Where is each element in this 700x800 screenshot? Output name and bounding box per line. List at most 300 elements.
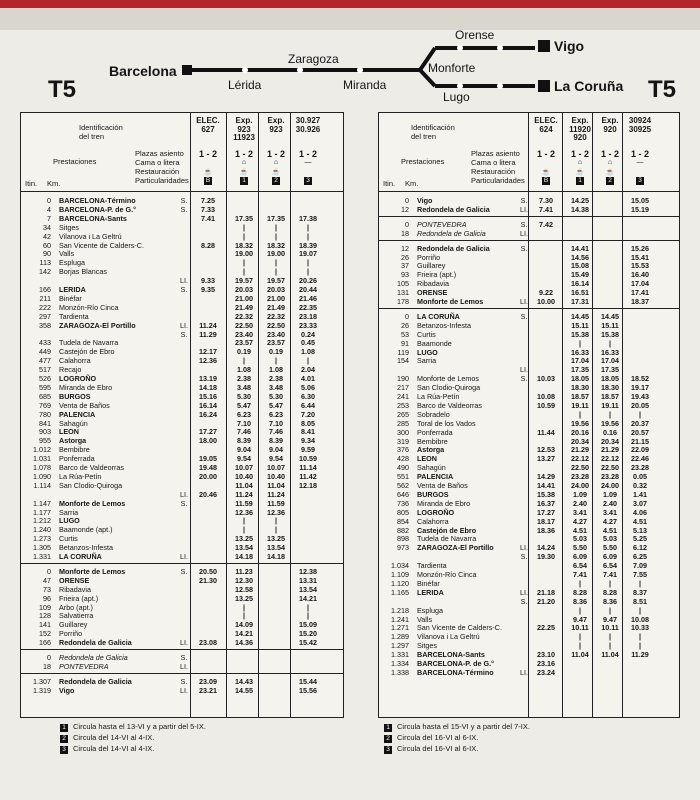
arrival-departure-flag: S.	[180, 196, 188, 205]
km-value: 113	[39, 258, 51, 268]
time-cell: 3.48	[237, 382, 251, 392]
station-name: BARCELONA-Sants	[59, 213, 127, 223]
km-value: 119	[397, 347, 409, 357]
station-name: LEON	[59, 427, 79, 437]
time-cell: 22.12	[601, 454, 619, 464]
time-cell: |	[306, 356, 309, 366]
arrival-departure-flag: LI.	[520, 667, 528, 677]
time-cell: |	[242, 525, 245, 535]
arrival-departure-flag: LI.	[180, 489, 188, 499]
time-cell: 9.33	[201, 276, 215, 286]
time-cell: 10.03	[537, 374, 555, 384]
km-value: 449	[39, 347, 51, 357]
time-cell: 7.41	[201, 213, 215, 223]
station-name: Sitges	[59, 222, 79, 232]
time-cell: |	[274, 231, 277, 241]
seat-classes: 1 - 2	[536, 149, 555, 159]
time-cell: 0.19	[269, 347, 283, 357]
time-cell: 23.24	[537, 667, 555, 677]
time-cell: 19.11	[571, 400, 589, 410]
time-cell: 11.29	[199, 329, 217, 339]
time-cell: |	[306, 602, 309, 612]
arrival-departure-flag: S.	[180, 285, 188, 294]
km-value: 526	[39, 374, 51, 383]
time-cell: 10.59	[299, 454, 317, 464]
time-cell: 12.30	[235, 575, 253, 585]
time-cell: 20.05	[631, 400, 649, 410]
time-cell: 22.32	[235, 311, 253, 321]
sleeper-icon: ⌂	[273, 159, 279, 166]
time-cell: 23.21	[199, 685, 217, 695]
station-name: PALENCIA	[59, 409, 96, 419]
header-identificacion: Identificación	[411, 123, 455, 132]
arrival-departure-flag: LI.	[180, 685, 188, 695]
seat-classes: 1 - 2	[266, 149, 285, 159]
station-name: Tudela de Navarra	[417, 534, 477, 544]
time-cell: |	[608, 641, 611, 651]
time-cell: |	[274, 356, 277, 366]
time-cell: 15.38	[537, 489, 555, 499]
station-name: Borjas Blancas	[59, 267, 107, 277]
time-cell: 14.56	[571, 252, 589, 262]
footnote: 3 Circula del 16-VI al 6-IX.	[384, 744, 478, 754]
km-value: 841	[39, 418, 51, 428]
station-name: Bembibre	[417, 436, 448, 446]
time-cell: 12.17	[199, 347, 217, 357]
km-value: 595	[39, 382, 51, 392]
station-name: Sahagún	[59, 418, 88, 428]
station-name: Monforte de Lemos	[59, 566, 126, 576]
time-cell: 19.57	[235, 276, 253, 286]
station-name: Salvatierra	[59, 611, 94, 621]
time-cell: 11.04	[571, 650, 589, 660]
time-cell: 13.54	[299, 584, 317, 594]
station-name: Frieira (apt.)	[417, 270, 457, 280]
time-cell: 20.26	[299, 276, 317, 286]
station-name: PONTEVEDRA	[59, 661, 109, 671]
time-cell: 12.18	[299, 480, 317, 490]
time-cell: |	[242, 222, 245, 232]
station-name: BARCELONA-P. de G.°	[417, 659, 495, 668]
km-value: 973	[397, 543, 409, 553]
time-cell: 11.14	[299, 463, 317, 472]
time-cell: 16.33	[601, 347, 619, 357]
km-value: 241	[397, 392, 409, 401]
km-value: 26	[401, 252, 409, 262]
station-name: Toral de los Vados	[417, 418, 476, 428]
station-name: Arbo (apt.)	[59, 602, 93, 612]
station-name: PONTEVEDRA	[417, 219, 467, 229]
time-cell: |	[274, 267, 277, 277]
time-cell: 14.43	[235, 676, 253, 686]
particularity-badge: 1	[578, 177, 582, 184]
km-value: 805	[397, 507, 409, 517]
time-cell: 23.08	[199, 638, 217, 648]
station-name: Recajo	[59, 365, 82, 375]
time-cell: 23.33	[299, 320, 317, 330]
time-cell: 18.05	[571, 374, 589, 384]
station-name: Monforte de Lemos	[417, 374, 479, 384]
time-cell: 15.38	[601, 329, 619, 339]
time-cell: 20.46	[199, 489, 217, 499]
time-cell: 0.05	[633, 472, 647, 482]
time-cell: 23.16	[537, 659, 555, 668]
time-cell: 10.40	[267, 471, 285, 481]
km-value: 477	[39, 356, 51, 366]
header-plazas: Plazas asiento	[471, 149, 520, 158]
station-name: Barco de Valdeorras	[417, 400, 482, 410]
train-id: 30924 30925	[628, 116, 652, 134]
station-lerida: Lérida	[228, 78, 262, 92]
km-value: 1.331	[391, 650, 409, 660]
km-value: 1.034	[391, 561, 409, 571]
time-cell: 5.06	[301, 382, 315, 392]
station-name: Curtis	[59, 534, 78, 544]
seat-classes: 1 - 2	[234, 149, 253, 159]
time-cell: 12.36	[235, 507, 253, 517]
particularity-badge: 3	[306, 177, 310, 184]
time-cell: 20.03	[267, 285, 285, 294]
time-cell: 10.08	[537, 392, 555, 401]
group-separator	[379, 308, 679, 309]
time-cell: 4.51	[633, 516, 647, 526]
arrival-departure-flag: S.	[180, 329, 188, 339]
time-cell: |	[578, 409, 581, 419]
particularity-badge: B	[205, 177, 211, 184]
km-value: 37	[401, 261, 409, 271]
station-orense: Orense	[455, 28, 495, 42]
group-separator	[21, 673, 343, 674]
km-value: 96	[43, 593, 51, 603]
station-name: Frieira (apt.)	[59, 593, 99, 603]
time-cell: 18.30	[571, 383, 589, 393]
seat-classes: 1 - 2	[600, 149, 619, 159]
km-value: 154	[397, 356, 409, 366]
timetable-right	[378, 112, 680, 718]
header-del-tren: del tren	[79, 132, 105, 141]
station-name: San Vicente de Calders-C.	[59, 240, 144, 250]
time-cell: 7.33	[201, 204, 215, 214]
train-id: 30.927 30.926	[295, 116, 321, 134]
train-id: ELEC. 627	[196, 116, 220, 134]
time-cell: 18.57	[571, 392, 589, 401]
km-value: 1.319	[33, 685, 51, 695]
km-value: 780	[39, 409, 51, 419]
time-cell: 20.34	[571, 436, 589, 446]
time-cell: 14.24	[537, 543, 555, 553]
time-cell: 9.47	[603, 614, 617, 624]
time-cell: 6.44	[301, 400, 315, 410]
station-name: BARCELONA-Término	[59, 196, 136, 205]
time-cell: 6.12	[633, 543, 647, 553]
km-value: 646	[397, 489, 409, 499]
km-value: 1.241	[391, 614, 409, 624]
time-cell: 14.41	[537, 481, 555, 490]
time-cell: 3.07	[633, 498, 647, 508]
header-km: Km.	[47, 179, 61, 188]
time-cell: 13.54	[267, 543, 285, 553]
km-value: 131	[397, 288, 409, 298]
time-cell: 18.37	[631, 297, 649, 306]
time-cell: 7.46	[237, 427, 251, 437]
km-value: 685	[39, 391, 51, 401]
station-name: LOGROÑO	[59, 374, 97, 383]
time-cell: 18.57	[601, 392, 619, 401]
time-cell: 14.18	[267, 552, 285, 561]
time-cell: 0.24	[301, 329, 315, 339]
restaurant-icon: ☕	[203, 169, 213, 176]
time-cell: 7.09	[633, 561, 647, 571]
header-prestaciones: Prestaciones	[401, 157, 445, 166]
route-line	[0, 18, 700, 113]
timetable-row	[379, 298, 679, 307]
timetable-row	[379, 206, 679, 215]
arrival-departure-flag: S.	[520, 552, 528, 562]
station-name: Redondela de Galicia	[59, 638, 132, 648]
time-cell: 20.37	[631, 418, 649, 428]
arrival-departure-flag: S.	[180, 566, 188, 576]
station-name: Binéfar	[417, 578, 440, 588]
time-cell: 15.26	[631, 243, 649, 253]
time-cell: 10.33	[631, 623, 649, 633]
time-cell: 7.20	[301, 409, 315, 419]
station-name: San Vicente de Calders-C.	[417, 623, 502, 633]
time-cell: 21.29	[571, 445, 589, 455]
time-cell: 12.53	[537, 445, 555, 455]
arrival-departure-flag: S.	[520, 243, 528, 253]
station-name: BURGOS	[59, 391, 91, 401]
station-name: Espluga	[417, 605, 443, 615]
timetable-row	[21, 687, 343, 696]
time-cell: |	[578, 641, 581, 651]
time-cell: 18.05	[601, 374, 619, 384]
footnote: 2 Circula del 14-VI al 4-IX.	[60, 733, 154, 743]
time-cell: 2.40	[603, 498, 617, 508]
time-cell: 6.54	[573, 561, 587, 571]
time-cell: |	[608, 632, 611, 642]
station-name: Valls	[59, 249, 75, 259]
time-cell: 16.14	[571, 279, 589, 289]
km-value: 1.338	[391, 667, 409, 677]
km-value: 0	[405, 219, 409, 229]
restaurant-icon: ☕	[575, 169, 585, 176]
time-cell: 15.56	[299, 685, 317, 695]
time-cell: 15.42	[299, 638, 317, 648]
time-cell: 22.46	[631, 454, 649, 464]
time-cell: |	[578, 338, 581, 348]
time-cell: 22.50	[267, 320, 285, 330]
time-cell: |	[274, 222, 277, 232]
km-value: 1.109	[391, 570, 409, 579]
station-name: Baamonde (apt.)	[59, 525, 113, 535]
station-name: LEON	[417, 454, 437, 464]
time-cell: |	[242, 602, 245, 612]
km-value: 769	[39, 400, 51, 410]
time-cell: 6.23	[269, 409, 283, 419]
time-cell: 9.22	[539, 288, 553, 298]
station-name: LA CORUÑA	[417, 311, 460, 321]
station-name: Vilanova i La Geltrú	[417, 632, 480, 642]
time-cell: 21.20	[537, 596, 555, 606]
arrival-departure-flag: LI.	[520, 297, 528, 306]
km-value: 285	[397, 418, 409, 428]
km-value: 1.090	[33, 471, 51, 481]
time-cell: |	[608, 605, 611, 615]
km-value: 42	[43, 231, 51, 241]
station-name: Redondela de Galicia	[417, 243, 490, 253]
km-value: 93	[401, 270, 409, 280]
particularity-badge: 1	[242, 177, 246, 184]
time-cell: 22.12	[571, 454, 589, 464]
arrival-departure-flag: LI.	[180, 276, 188, 286]
time-cell: 17.35	[235, 213, 253, 223]
time-cell: 15.08	[571, 261, 589, 271]
time-cell: 1.08	[301, 347, 315, 357]
arrival-departure-flag: LI.	[520, 228, 528, 238]
station-name: Miranda de Ebro	[417, 498, 471, 508]
time-cell: 20.44	[299, 285, 317, 294]
header-identificacion: Identificación	[79, 123, 123, 132]
time-cell: 14.29	[537, 472, 555, 482]
station-zaragoza: Zaragoza	[288, 52, 339, 66]
arrival-departure-flag: S.	[520, 196, 528, 205]
time-cell: 19.17	[631, 383, 649, 393]
time-cell: |	[306, 258, 309, 268]
time-cell: 5.03	[573, 534, 587, 544]
time-cell: 18.32	[235, 240, 253, 250]
time-cell: 6.25	[633, 552, 647, 562]
time-cell: 22.50	[235, 320, 253, 330]
time-cell: 17.04	[631, 279, 649, 289]
time-cell: 6.54	[603, 561, 617, 571]
time-cell: 17.35	[267, 213, 285, 223]
station-name: Guillarey	[59, 620, 88, 630]
station-miranda: Miranda	[343, 78, 387, 92]
station-name: La Rúa-Petín	[59, 471, 102, 481]
time-cell: 22.09	[631, 445, 649, 455]
km-value: 7	[47, 213, 51, 223]
km-value: 428	[397, 454, 409, 464]
sleeper-icon: —	[304, 159, 312, 166]
time-cell: 15.20	[299, 629, 317, 639]
group-separator	[21, 563, 343, 564]
km-value: 166	[39, 638, 51, 648]
km-value: 562	[397, 481, 409, 490]
km-value: 300	[397, 427, 409, 437]
time-cell: 3.41	[603, 507, 617, 517]
time-cell: 8.28	[603, 587, 617, 597]
time-cell: |	[638, 641, 641, 651]
time-cell: 7.10	[237, 418, 251, 428]
time-cell: 21.15	[631, 436, 649, 446]
km-value: 211	[39, 293, 51, 303]
time-cell: 7.41	[603, 570, 617, 579]
time-cell: 11.59	[267, 498, 285, 508]
time-cell: |	[608, 578, 611, 588]
time-cell: 6.30	[301, 391, 315, 401]
time-cell: |	[608, 409, 611, 419]
time-cell: 16.24	[199, 409, 217, 419]
station-name: Sahagún	[417, 463, 446, 473]
time-cell: 17.35	[601, 365, 619, 375]
sleeper-icon: ⌂	[241, 159, 247, 166]
group-separator	[21, 649, 343, 650]
station-name: Redondela de Galicia	[417, 228, 486, 238]
time-cell: 22.50	[571, 463, 589, 473]
time-cell: 9.34	[301, 436, 315, 446]
time-cell: 14.18	[235, 552, 253, 561]
station-name: Redondela de Galicia	[417, 204, 490, 214]
time-cell: 19.05	[199, 454, 217, 464]
km-value: 128	[39, 611, 51, 621]
arrival-departure-flag: LI.	[520, 365, 528, 375]
time-cell: 23.10	[537, 650, 555, 660]
timetable-row	[21, 553, 343, 562]
time-cell: 23.28	[631, 463, 649, 473]
time-cell: 13.27	[537, 454, 555, 464]
station-name: Porriño	[417, 252, 441, 262]
km-value: 433	[39, 338, 51, 348]
station-name: ORENSE	[417, 288, 448, 298]
time-cell: 8.28	[201, 240, 215, 250]
time-cell: 24.00	[571, 481, 589, 490]
time-cell: 3.48	[269, 382, 283, 392]
time-cell: 8.36	[603, 596, 617, 606]
time-cell: 15.05	[631, 196, 649, 205]
time-cell: |	[242, 356, 245, 366]
km-value: 1.331	[33, 552, 51, 561]
station-name: Castejón de Ebro	[59, 347, 115, 357]
time-cell: 0.16	[603, 427, 617, 437]
time-cell: 1.09	[573, 489, 587, 499]
time-cell: 15.49	[571, 270, 589, 280]
time-cell: 4.27	[573, 516, 587, 526]
km-value: 109	[39, 602, 51, 612]
station-name: Binéfar	[59, 293, 82, 303]
time-cell: 19.11	[601, 400, 619, 410]
time-cell: 19.56	[601, 418, 619, 428]
time-cell: 18.36	[537, 525, 555, 535]
time-cell: 14.38	[571, 204, 589, 214]
time-cell: 23.57	[267, 338, 285, 348]
restaurant-icon: ☕	[239, 169, 249, 176]
header-itin: Itin.	[383, 179, 396, 188]
station-name: Betanzos-Infesta	[59, 543, 113, 553]
header-cama: Cama o litera	[135, 158, 180, 167]
km-value: 1.240	[33, 525, 51, 535]
table-code-left: T5	[48, 76, 77, 103]
time-cell: 11.23	[235, 566, 253, 576]
group-separator	[379, 240, 679, 241]
time-cell: 2.38	[269, 374, 283, 383]
station-name: BARCELONA-Término	[417, 667, 494, 677]
time-cell: 19.56	[571, 418, 589, 428]
time-cell: 21.30	[199, 575, 217, 585]
time-cell: 2.38	[237, 374, 251, 383]
arrival-departure-flag: LI.	[180, 552, 188, 561]
time-cell: 9.54	[237, 454, 251, 464]
time-cell: 7.42	[539, 219, 553, 229]
arrival-departure-flag: S.	[520, 219, 528, 229]
time-cell: 10.40	[235, 471, 253, 481]
time-cell: 5.47	[269, 400, 283, 410]
station-name: Miranda de Ebro	[59, 382, 113, 392]
time-cell: 16.33	[571, 347, 589, 357]
footnote: 1 Circula hasta el 13-VI y a partir del 5-IX.	[60, 722, 206, 732]
km-value: 1.078	[33, 463, 51, 472]
arrival-departure-flag: S.	[180, 653, 188, 662]
time-cell: 18.30	[601, 383, 619, 393]
